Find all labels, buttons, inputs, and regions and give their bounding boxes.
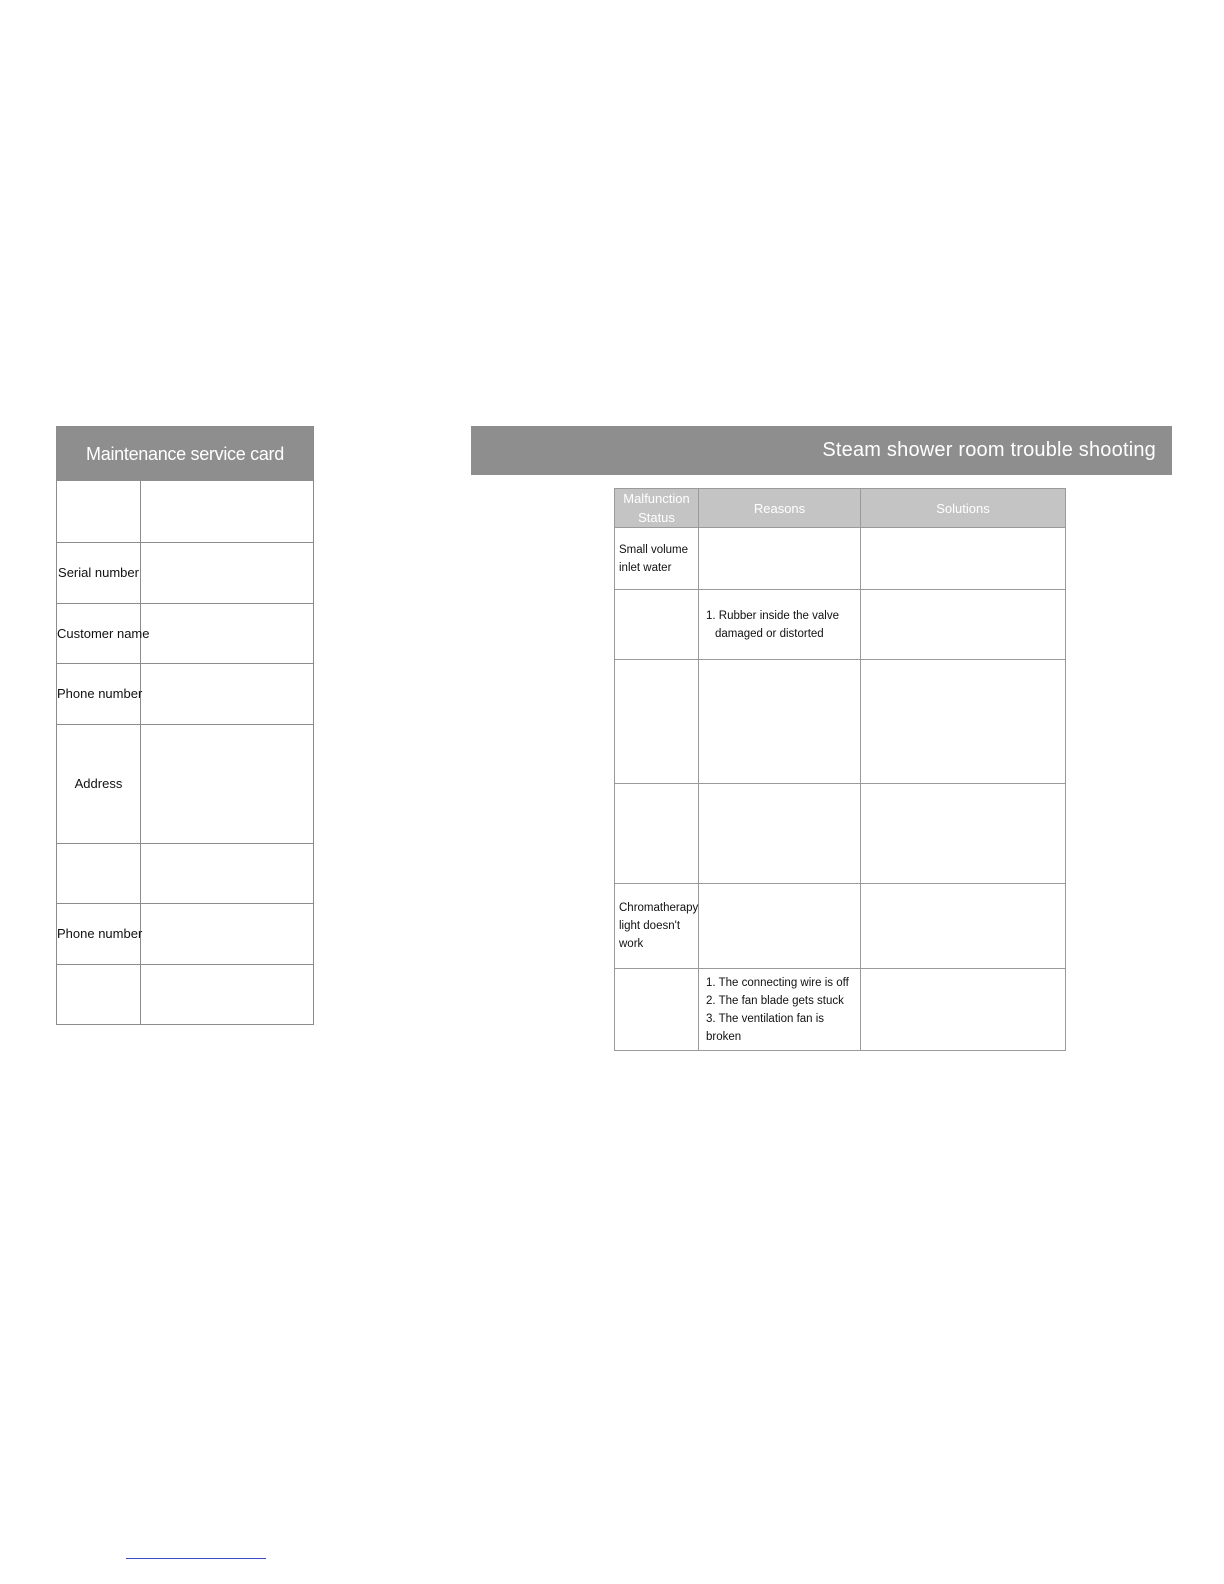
table-row bbox=[615, 590, 1066, 660]
solution-cell bbox=[861, 528, 1066, 590]
status-cell bbox=[615, 590, 699, 660]
card-row-value bbox=[141, 603, 314, 663]
card-row-label bbox=[57, 843, 141, 903]
reason-cell bbox=[699, 784, 861, 884]
card-row-label: Phone number bbox=[57, 663, 141, 724]
table-row bbox=[615, 660, 1066, 784]
solution-cell bbox=[861, 784, 1066, 884]
solution-cell bbox=[861, 969, 1066, 1051]
reason-line: 2. The fan blade gets stuck bbox=[706, 994, 844, 1007]
maintenance-card-title: Maintenance service card bbox=[57, 427, 313, 481]
reason-cell bbox=[699, 590, 861, 660]
header-reasons: Reasons bbox=[699, 489, 861, 528]
card-row-value bbox=[141, 843, 314, 903]
maintenance-service-card bbox=[56, 426, 314, 1025]
card-row-value bbox=[141, 964, 314, 1024]
card-row bbox=[57, 481, 313, 542]
reason-cell bbox=[699, 660, 861, 784]
solution-cell bbox=[861, 660, 1066, 784]
card-row-label: Serial number bbox=[57, 542, 141, 603]
trouble-shooting-title: Steam shower room trouble shooting bbox=[822, 439, 1156, 461]
reason-line: 1. The connecting wire is off bbox=[706, 976, 849, 989]
card-row-value bbox=[141, 663, 314, 724]
card-row-label: Phone number bbox=[57, 903, 141, 964]
status-cell bbox=[615, 784, 699, 884]
status-cell bbox=[615, 884, 699, 969]
card-row-label bbox=[57, 964, 141, 1024]
header-status-line: Malfunction bbox=[623, 491, 690, 506]
status-cell bbox=[615, 660, 699, 784]
reason-line: 3. The ventilation fan is broken bbox=[706, 1012, 825, 1043]
header-solutions: Solutions bbox=[861, 489, 1066, 528]
status-line: inlet water bbox=[619, 561, 672, 574]
status-line: work bbox=[619, 938, 644, 950]
table-row bbox=[615, 884, 1066, 969]
maintenance-card-table bbox=[57, 481, 313, 1024]
card-row-value bbox=[141, 542, 314, 603]
card-row bbox=[57, 843, 313, 903]
card-row-address bbox=[57, 724, 313, 843]
reason-line: damaged or distorted bbox=[715, 627, 824, 640]
table-row bbox=[615, 784, 1066, 884]
reason-cell bbox=[699, 528, 861, 590]
status-line: Chromatherapy bbox=[619, 902, 699, 914]
reason-cell bbox=[699, 884, 861, 969]
reason-cell bbox=[699, 969, 861, 1051]
trouble-shooting-table bbox=[614, 488, 1066, 1051]
status-line: light doesn't bbox=[619, 920, 681, 932]
footer-link-underline bbox=[126, 1558, 266, 1559]
header-status-line: Status bbox=[638, 510, 675, 525]
card-row bbox=[57, 964, 313, 1024]
card-row-phone-number-2 bbox=[57, 903, 313, 964]
reason-line: 1. Rubber inside the valve bbox=[706, 609, 839, 622]
status-cell bbox=[615, 969, 699, 1051]
table-row bbox=[615, 969, 1066, 1051]
header-malfunction-status bbox=[615, 489, 699, 528]
status-cell bbox=[615, 528, 699, 590]
card-row-value bbox=[141, 481, 314, 542]
solution-cell bbox=[861, 884, 1066, 969]
card-row-value bbox=[141, 903, 314, 964]
status-line: Small volume bbox=[619, 543, 689, 556]
table-row bbox=[615, 528, 1066, 590]
card-row-serial-number bbox=[57, 542, 313, 603]
card-row-phone-number bbox=[57, 663, 313, 724]
card-row-label: Address bbox=[57, 724, 141, 843]
card-row-label bbox=[57, 481, 141, 542]
card-row-value bbox=[141, 724, 314, 843]
trouble-shooting-banner bbox=[471, 426, 1172, 475]
card-row-label: Customer name bbox=[57, 603, 141, 663]
card-row-customer-name bbox=[57, 603, 313, 663]
table-header-row bbox=[615, 489, 1066, 528]
solution-cell bbox=[861, 590, 1066, 660]
